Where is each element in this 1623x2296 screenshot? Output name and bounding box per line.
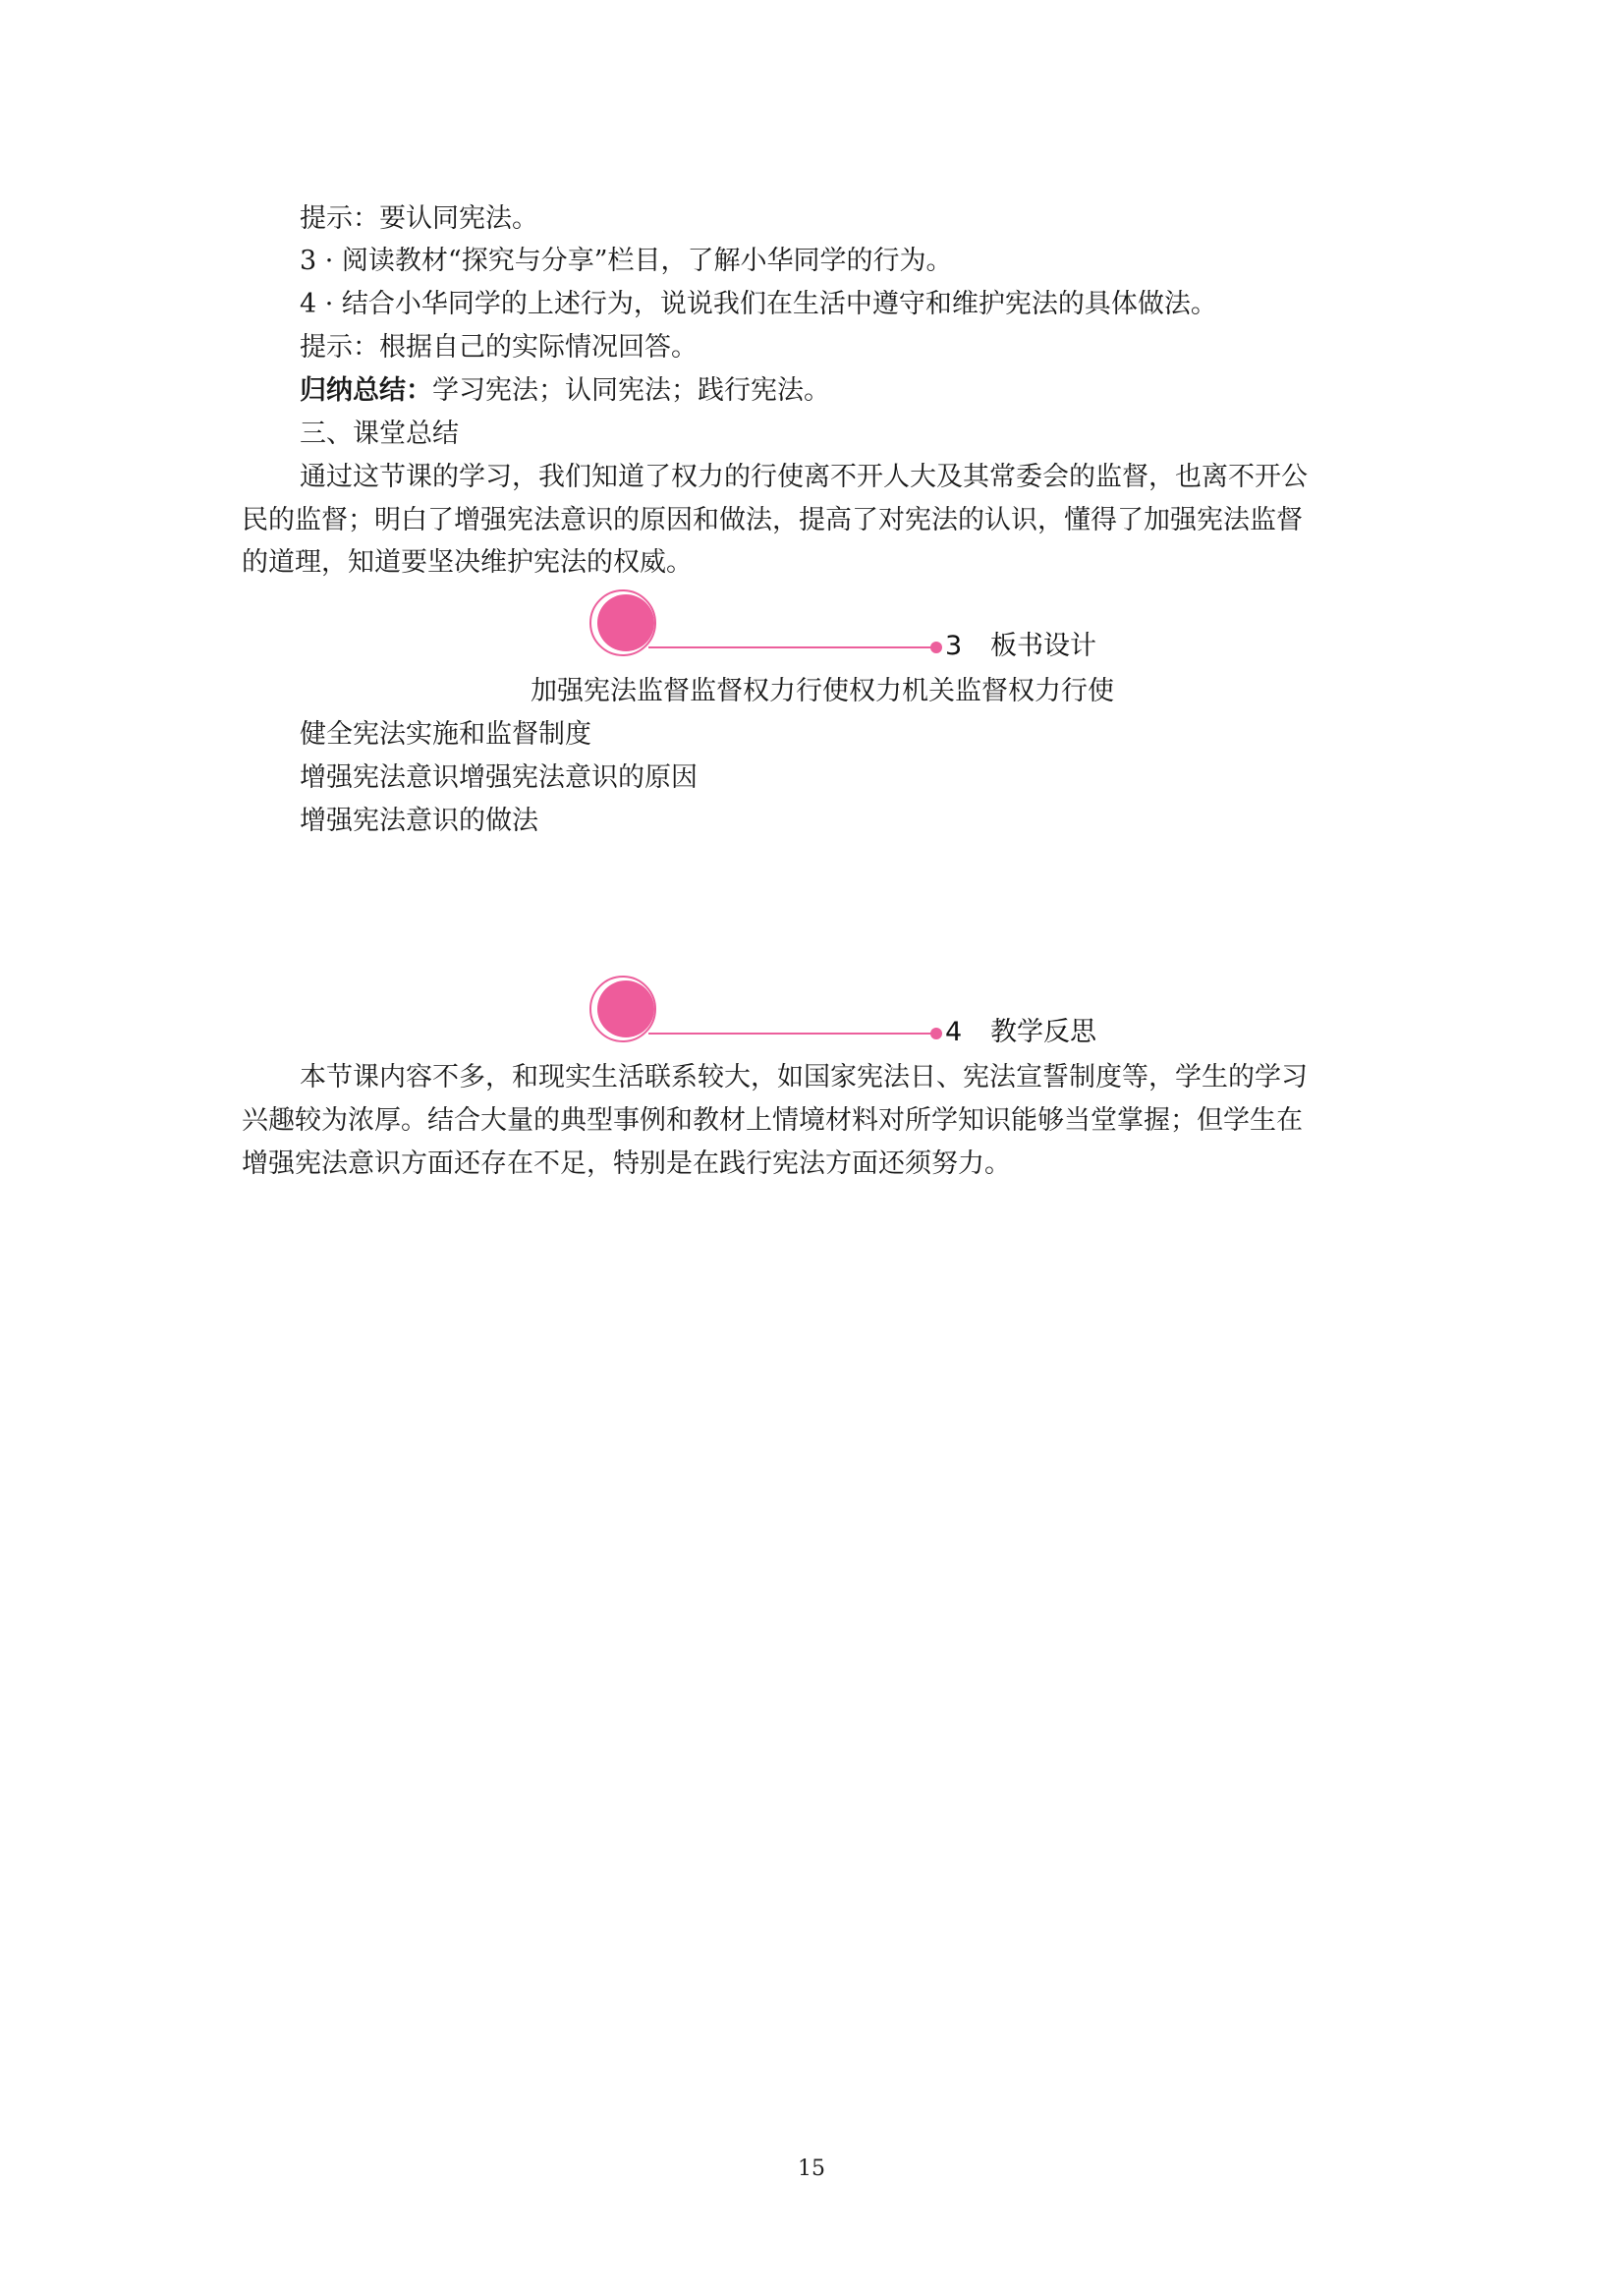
hint-line-2: 提示：根据自己的实际情况回答。 — [300, 332, 698, 363]
section-number: 4 — [945, 1017, 963, 1047]
paragraph-line: 的道理，知道要坚决维护宪法的权威。 — [242, 547, 693, 578]
task-4-line: 4 · 结合小华同学的上述行为，说说我们在生活中遵守和维护宪法的具体做法。 — [300, 289, 1217, 319]
section-header-board-design — [589, 589, 1096, 668]
section-number: 3 — [945, 631, 963, 661]
board-line: 增强宪法意识增强宪法意识的原因 — [300, 762, 698, 793]
task-3-line: 3 · 阅读教材“探究与分享”栏目，了解小华同学的行为。 — [300, 246, 953, 276]
reflection-line: 增强宪法意识方面还存在不足，特别是在践行宪法方面还须努力。 — [242, 1148, 1011, 1179]
summary-label: 归纳总结： — [300, 375, 432, 406]
section-title: 板书设计 — [990, 631, 1096, 661]
header-rule — [648, 646, 935, 648]
page-number: 15 — [798, 2156, 825, 2181]
header-rule — [648, 1033, 935, 1035]
board-line: 健全宪法实施和监督制度 — [300, 719, 591, 750]
reflection-line: 本节课内容不多，和现实生活联系较大，如国家宪法日、宪法宣誓制度等，学生的学习 — [300, 1062, 1308, 1092]
board-line: 加强宪法监督监督权力行使权力机关监督权力行使 — [531, 676, 1114, 706]
section-title: 教学反思 — [990, 1017, 1096, 1047]
reflection-line: 兴趣较为浓厚。结合大量的典型事例和教材上情境材料对所学知识能够当堂掌握；但学生在 — [242, 1105, 1303, 1136]
pink-disc-decoration — [597, 980, 654, 1037]
paragraph-line: 民的监督；明白了增强宪法意识的原因和做法，提高了对宪法的认识，懂得了加强宪法监督 — [242, 505, 1303, 535]
section-header-teaching-reflection — [589, 976, 1096, 1054]
hint-line: 提示：要认同宪法。 — [300, 203, 538, 234]
pink-disc-decoration — [597, 594, 654, 651]
summary-line — [300, 369, 830, 413]
board-line: 增强宪法意识的做法 — [300, 806, 538, 836]
rule-end-dot — [930, 1028, 942, 1039]
rule-end-dot — [930, 642, 942, 653]
paragraph-line: 通过这节课的学习，我们知道了权力的行使离不开人大及其常委会的监督，也离不开公 — [300, 462, 1308, 492]
summary-text: 学习宪法；认同宪法；践行宪法。 — [432, 375, 830, 406]
section-heading-class-summary: 三、课堂总结 — [300, 419, 459, 449]
